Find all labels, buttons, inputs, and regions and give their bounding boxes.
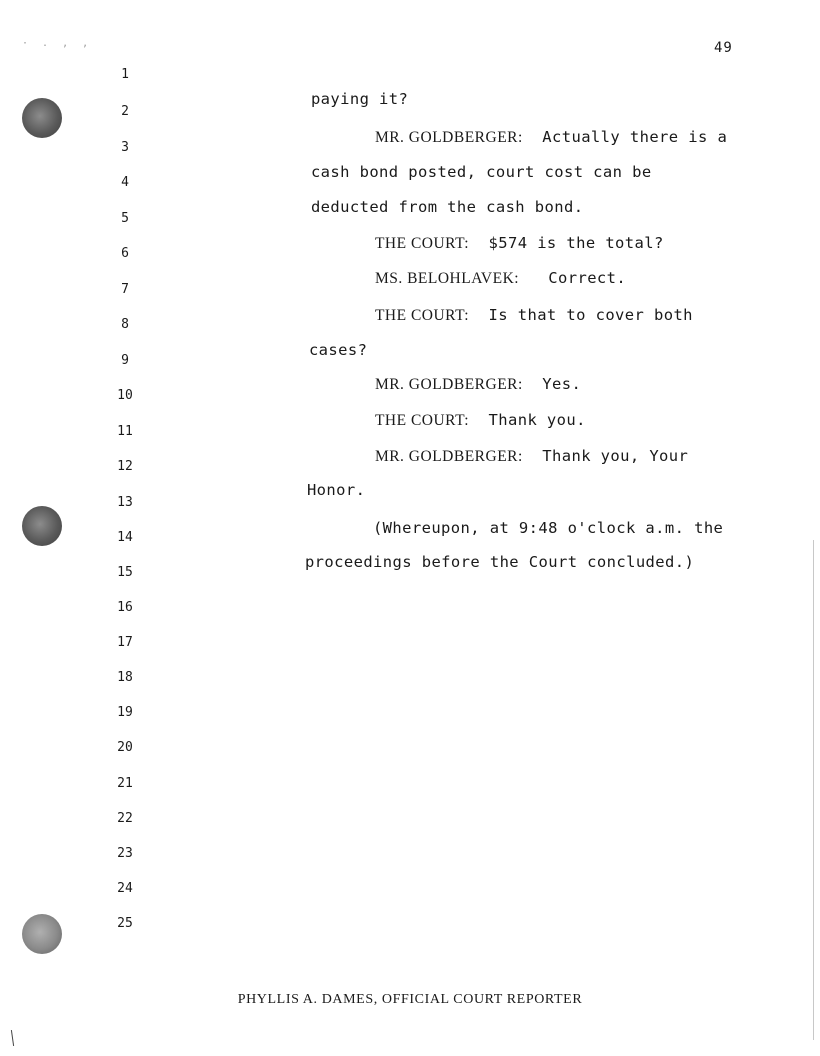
line-text: Actually there is a xyxy=(522,128,728,146)
line-text: Yes. xyxy=(522,375,582,393)
line-number: 14 xyxy=(117,530,133,545)
speaker-label: MR. GOLDBERGER: xyxy=(374,129,523,146)
line-number: 21 xyxy=(117,776,133,791)
page-footer: PHYLLIS A. DAMES, OFFICIAL COURT REPORTER xyxy=(237,992,583,1007)
line-number: 8 xyxy=(121,317,129,332)
line-number: 11 xyxy=(117,424,133,439)
page-edge xyxy=(813,540,814,1040)
binder-hole-bottom xyxy=(22,914,62,954)
line-number: 6 xyxy=(121,246,129,261)
speaker-label: THE COURT: xyxy=(374,235,470,252)
line-number: 1 xyxy=(121,67,129,82)
binder-hole-top xyxy=(22,98,62,138)
line-number: 17 xyxy=(117,635,133,650)
line-text: cash bond posted, court cost can be xyxy=(310,163,652,181)
line-number: 4 xyxy=(121,175,129,190)
line-number: 5 xyxy=(121,211,129,226)
line-number: 7 xyxy=(121,282,129,297)
line-text: proceedings before the Court concluded.) xyxy=(304,553,695,571)
line-number: 19 xyxy=(117,705,133,720)
line-number: 18 xyxy=(117,670,133,685)
line-number: 20 xyxy=(117,740,133,755)
line-number: 16 xyxy=(117,600,133,615)
speaker-label: THE COURT: xyxy=(374,307,470,324)
transcript-line xyxy=(266,535,694,589)
line-text: paying it? xyxy=(310,90,409,108)
line-text: cases? xyxy=(308,341,368,359)
transcript-line xyxy=(336,429,688,484)
line-number: 15 xyxy=(117,565,133,580)
line-number: 9 xyxy=(121,353,129,368)
line-number: 3 xyxy=(121,140,129,155)
speaker-label: MR. GOLDBERGER: xyxy=(374,376,523,393)
scan-mark xyxy=(11,1030,14,1046)
line-text: $574 is the total? xyxy=(469,234,664,252)
line-text: Thank you, Your xyxy=(522,447,689,465)
line-text: Correct. xyxy=(519,269,627,287)
line-number: 24 xyxy=(117,881,133,896)
line-number: 22 xyxy=(117,811,133,826)
line-text: Thank you. xyxy=(469,411,586,429)
line-text: deducted from the cash bond. xyxy=(310,198,584,216)
line-number: 23 xyxy=(117,846,133,861)
scan-artifact: · . , , xyxy=(22,38,93,49)
line-text: Honor. xyxy=(306,481,366,499)
line-number: 2 xyxy=(121,104,129,119)
page-number: 49 xyxy=(714,40,733,56)
line-text: (Whereupon, at 9:48 o'clock a.m. the xyxy=(372,519,724,537)
line-number: 10 xyxy=(117,388,133,403)
speaker-label: THE COURT: xyxy=(374,412,470,429)
line-number: 12 xyxy=(117,459,133,474)
speaker-label: MS. BELOHLAVEK: xyxy=(374,270,520,287)
transcript-line xyxy=(336,288,693,343)
binder-hole-middle xyxy=(22,506,62,546)
speaker-label: MR. GOLDBERGER: xyxy=(374,448,523,465)
line-text: Is that to cover both xyxy=(469,306,693,324)
line-number: 25 xyxy=(117,916,133,931)
line-number: 13 xyxy=(117,495,133,510)
